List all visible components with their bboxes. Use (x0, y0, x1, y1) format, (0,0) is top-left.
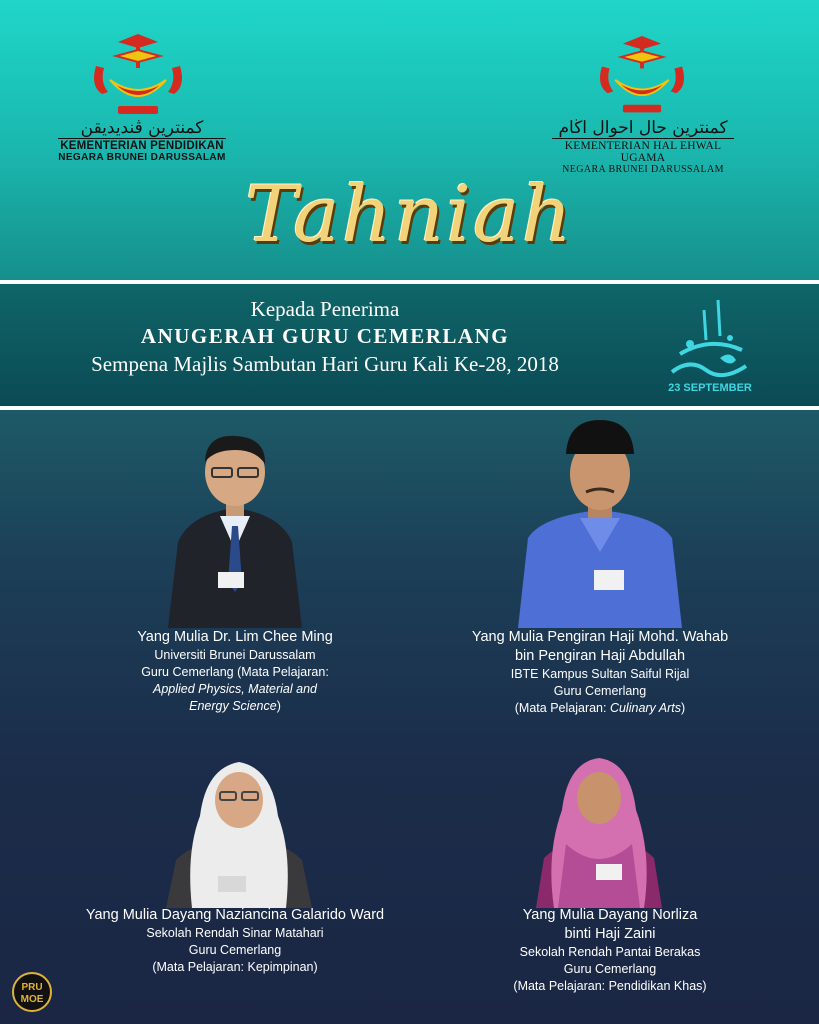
awardee-caption-4 (460, 906, 760, 995)
awardee-caption-1 (110, 628, 360, 715)
awardee-subject: (Mata Pelajaran: Pendidikan Khas) (513, 979, 707, 993)
moe-name: KEMENTERIAN PENDIDIKAN (58, 138, 226, 152)
prumoe-badge-icon (12, 972, 52, 1012)
hari-guru-date: 23 SEPTEMBER (668, 382, 752, 394)
awardee-title: Guru Cemerlang (563, 962, 657, 976)
award-banner (0, 296, 650, 378)
kheu-logo-text (552, 118, 734, 175)
awardee-photo (536, 754, 662, 908)
hari-guru-calligraphy-icon (660, 296, 760, 396)
awardee-institution: Universiti Brunei Darussalam (154, 648, 316, 662)
awardee-institution: Sekolah Rendah Sinar Matahari (146, 926, 324, 940)
headline-tahniah: Tahniah (245, 170, 574, 260)
awardee-subject-close: ) (276, 699, 281, 713)
awardee-subject-prefix: (Mata Pelajaran: (514, 701, 610, 715)
awardee-institution: IBTE Kampus Sultan Saiful Rijal (510, 667, 690, 681)
moe-logo-text (58, 118, 226, 163)
awardee-name-cont: binti Haji Zaini (564, 926, 656, 942)
awardee-name-cont: bin Pengiran Haji Abdullah (514, 648, 686, 664)
awardee-subject-close: ) (681, 701, 686, 715)
awardee-subject: Applied Physics, Material and (153, 682, 317, 696)
brunei-crest-icon (88, 34, 188, 122)
moe-jawi-text: كمنترين ڤنديديقن (80, 118, 204, 138)
badge-top-text: PRU (21, 982, 43, 993)
awardee-name: Yang Mulia Dr. Lim Chee Ming (137, 629, 333, 645)
awardee-caption-2 (430, 628, 770, 717)
awardee-photo (516, 420, 684, 628)
awardee-institution: Sekolah Rendah Pantai Berakas (519, 945, 701, 959)
awardee-title: Guru Cemerlang (553, 684, 647, 698)
brunei-crest-icon (594, 36, 690, 120)
awardee-name: Yang Mulia Pengiran Haji Mohd. Wahab (471, 629, 729, 645)
moe-country: NEGARA BRUNEI DARUSSALAM (58, 152, 226, 163)
awardee-photo (160, 432, 310, 628)
awardee-subject: (Mata Pelajaran: Kepimpinan) (152, 960, 318, 974)
awardee-title: Guru Cemerlang (188, 943, 282, 957)
banner-line-3: Sempena Majlis Sambutan Hari Guru Kali Ke-28, 2018 (91, 352, 559, 376)
awardee-subject: Energy Science (189, 699, 277, 713)
kheu-country: NEGARA BRUNEI DARUSSALAM (562, 164, 724, 175)
awardee-caption-3 (60, 906, 410, 976)
banner-line-1: Kepada Penerima (250, 297, 400, 321)
awardee-subject: Culinary Arts (609, 701, 682, 715)
awardee-title: Guru Cemerlang (Mata Pelajaran: (141, 665, 329, 679)
awardee-name: Yang Mulia Dayang Naziancina Galarido Ward (85, 907, 385, 923)
banner-award-title: ANUGERAH GURU CEMERLANG (140, 324, 510, 348)
kheu-name: KEMENTERIAN HAL EHWAL UGAMA (552, 138, 734, 164)
badge-bottom-text: MOE (20, 994, 44, 1005)
kheu-jawi-text: كمنترين حال احوال اڬام (558, 118, 728, 138)
awardee-name: Yang Mulia Dayang Norliza (522, 907, 698, 923)
awardee-photo (166, 756, 312, 908)
